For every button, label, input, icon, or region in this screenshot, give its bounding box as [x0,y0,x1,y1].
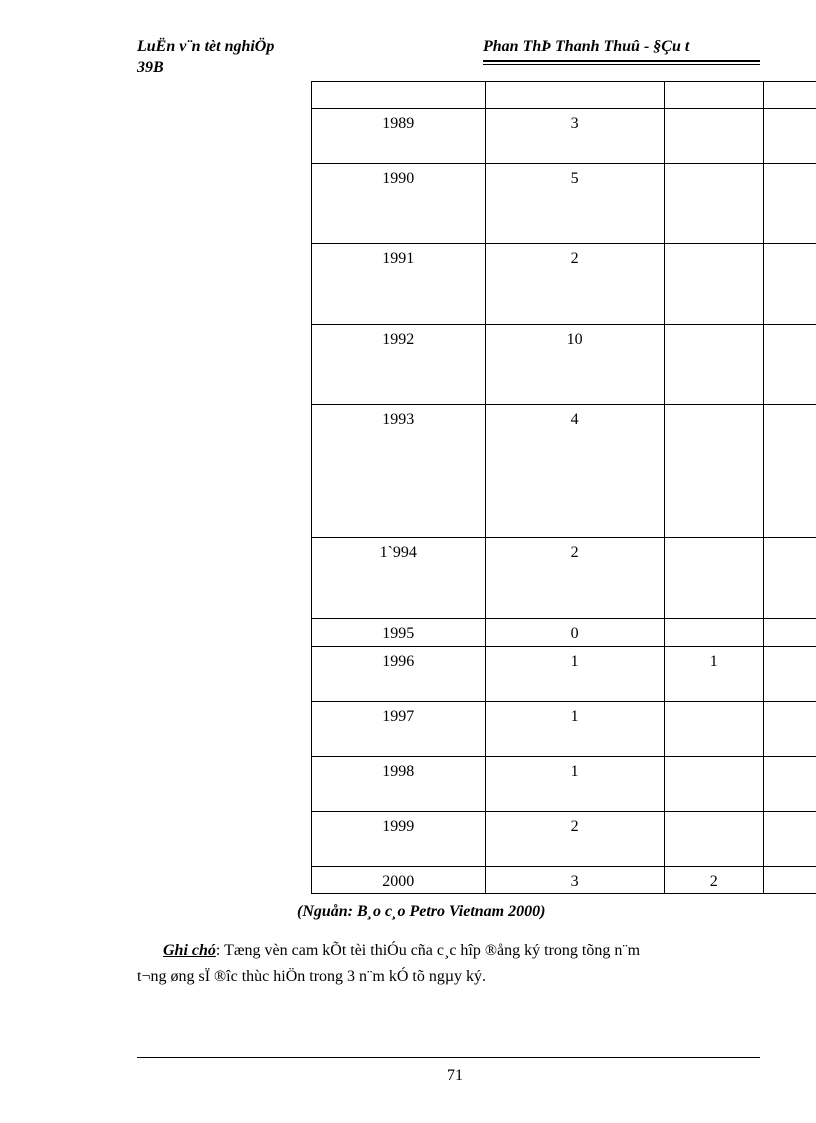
page-number: 71 [447,1067,463,1084]
table-cell: 1`994 [312,538,486,619]
page-header [137,38,760,78]
table-cell: 1996 [312,647,486,702]
table-cell [485,82,664,109]
table-cell: 2 [664,867,763,894]
table-cell [763,702,816,757]
table-cell [763,109,816,164]
note-label: Ghi chó [163,942,216,959]
table-cell: 0 [485,619,664,647]
table-cell: 1997 [312,702,486,757]
table-cell [763,164,816,244]
thesis-title: LuËn v¨n tèt nghiÖp [137,38,275,55]
table-row [312,757,816,812]
table-cell [664,757,763,812]
table-cell: 1991 [312,244,486,325]
table-cell [664,82,763,109]
table-cell [664,405,763,538]
table-cell [664,702,763,757]
table-row [312,702,816,757]
table-cell [664,325,763,405]
table-row [312,244,816,325]
table-cell: 5 [485,164,664,244]
table-cell [763,244,816,325]
table-cell [763,812,816,867]
table-cell: 2 [485,538,664,619]
table-cell: 2000 [312,867,486,894]
header-rule-thick [483,60,760,62]
table-row [312,325,816,405]
table-cell [763,325,816,405]
table-row [312,82,816,109]
registration-table [311,81,816,894]
table-cell [763,757,816,812]
note-text-2: t¬ng øng sÏ ®îc thùc hiÖn trong 3 n¨m kÓ tõ ngµy ký. [137,968,487,985]
table-cell [664,109,763,164]
note-paragraph [137,938,760,990]
table-source: (Nguån: B¸o c¸o Petro Vietnam 2000) [297,903,546,920]
table-cell [763,867,816,894]
table-row [312,647,816,702]
table-cell: 4 [485,405,664,538]
table-cell [664,538,763,619]
table-cell: 1993 [312,405,486,538]
table-cell: 3 [485,867,664,894]
table-cell: 2 [485,244,664,325]
table-cell: 2 [485,812,664,867]
table-cell: 1992 [312,325,486,405]
note-text-1: : Tæng vèn cam kÕt tèi thiÓu cña c¸c hîp ®ång ký trong tõng n¨m [215,942,641,959]
table-cell [312,82,486,109]
table-row [312,867,816,894]
table-row [312,164,816,244]
table-cell: 1999 [312,812,486,867]
table-cell [763,619,816,647]
table-cell: 1 [485,647,664,702]
author-line: Phan ThÞ Thanh Thuû - §Çu t [483,38,690,55]
table-cell [664,244,763,325]
class-code: 39B [137,59,164,76]
table-cell: 1998 [312,757,486,812]
table-row [312,109,816,164]
table-cell [763,538,816,619]
table-cell: 1990 [312,164,486,244]
table-cell: 1989 [312,109,486,164]
table-cell [664,812,763,867]
table-cell [664,619,763,647]
table-row [312,405,816,538]
table-row [312,538,816,619]
table-cell: 1 [664,647,763,702]
table-cell: 1 [485,702,664,757]
table-cell [763,82,816,109]
table-cell: 1995 [312,619,486,647]
table-cell [763,647,816,702]
table-cell [763,405,816,538]
table-cell: 3 [485,109,664,164]
table-cell: 10 [485,325,664,405]
table-cell: 1 [485,757,664,812]
table-row [312,619,816,647]
footer-rule [137,1057,760,1058]
table-cell [664,164,763,244]
header-rule-thin [483,64,760,65]
table-row [312,812,816,867]
